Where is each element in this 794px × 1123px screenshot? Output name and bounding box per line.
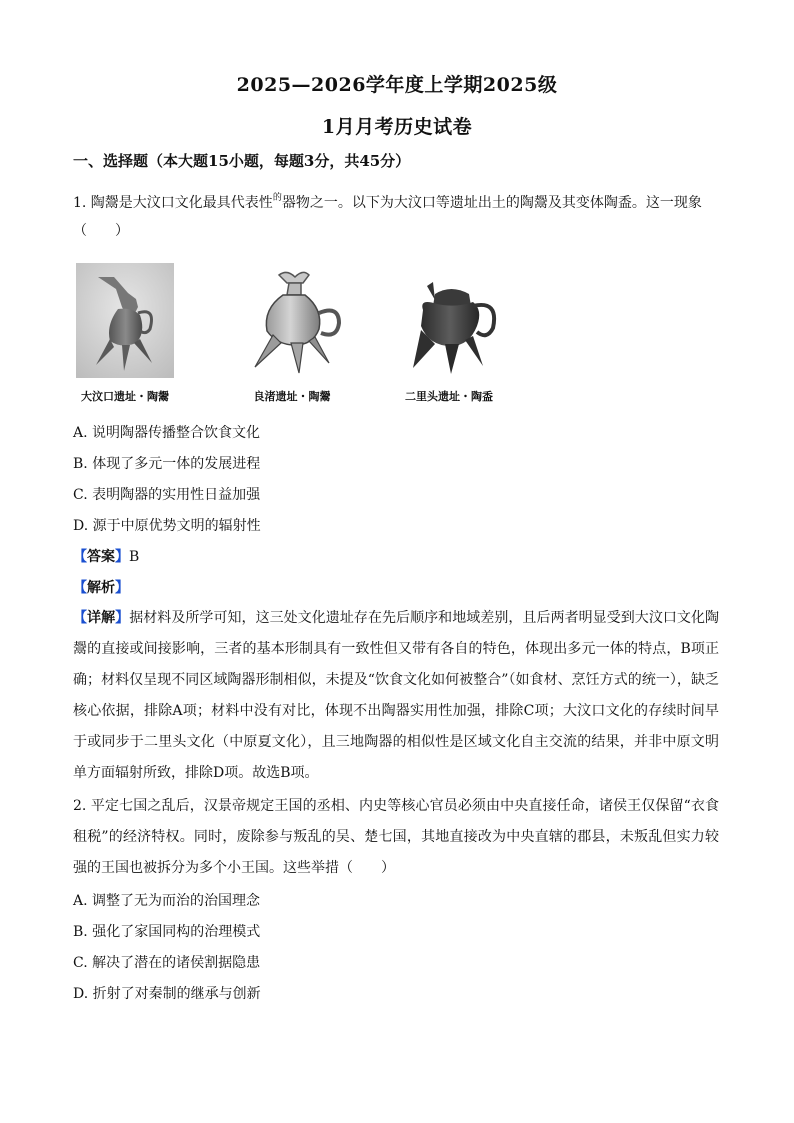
detail-line-1: 【详解】据材料及所学可知，这三处文化遗址存在先后顺序和地域差别，且后两者明显受到大汶口文化陶 [73, 610, 719, 626]
q2-stem-line3: 强的王国也被拆分为多个小王国。这些举措（ ） [73, 860, 395, 876]
q1-stem-line2: （ ） [73, 223, 129, 239]
figure-caption-dawenkou: 大汶口遗址・陶鬶 [81, 390, 169, 403]
figure-caption-liangzhu: 良渚遗址・陶鬶 [253, 390, 331, 403]
analysis-tag: 解析 [87, 580, 115, 596]
detail-tag: 详解 [87, 610, 116, 626]
dawenkou-pottery-image [76, 263, 174, 378]
erlitou-pottery-image [407, 270, 497, 380]
detail-text-1: 据材料及所学可知，这三处文化遗址存在先后顺序和地域差别，且后两者明显受到大汶口文化陶 [129, 610, 719, 626]
exam-title: 2025—2026学年度上学期2025级 [236, 74, 558, 96]
q1-stem-part-b: 器物之一。以下为大汶口等遗址出土的陶鬶及其变体陶盉。这一现象 [281, 195, 702, 211]
detail-line-2: 鬶的直接或间接影响，三者的基本形制具有一致性但又带有各自的特色，体现出多元一体的特点，B项正 [73, 641, 719, 657]
q1-option-a: A. 说明陶器传播整合饮食文化 [73, 425, 261, 441]
answer-line: 【答案】B [73, 549, 140, 565]
answer-tag: 答案 [87, 549, 115, 565]
q1-option-d: D. 源于中原优势文明的辐射性 [73, 518, 261, 534]
answer-value: B [129, 549, 140, 565]
q2-option-d: D. 折射了对秦制的继承与创新 [73, 986, 261, 1002]
q2-option-a: A. 调整了无为而治的治国理念 [73, 893, 261, 909]
q2-option-b: B. 强化了家国同构的治理模式 [73, 924, 261, 940]
detail-line-4: 核心依据，排除A项；材料中没有对比，体现不出陶器实用性加强，排除C项；大汶口文化的存续时间早 [73, 703, 719, 719]
q2-stem-line1: 2. 平定七国之乱后，汉景帝规定王国的丞相、内史等核心官员必须由中央直接任命，诸侯王仅保留“衣食 [73, 798, 719, 814]
q1-option-b: B. 体现了多元一体的发展进程 [73, 456, 261, 472]
section-heading: 一、选择题（本大题15小题，每题3分，共45分） [73, 152, 411, 170]
figure-caption-erlitou: 二里头遗址・陶盉 [405, 390, 493, 403]
detail-line-5: 于或同步于二里头文化（中原夏文化），且三地陶器的相似性是区域文化自主交流的结果，并非中原文明 [73, 734, 719, 750]
q2-option-c: C. 解决了潜在的诸侯割据隐患 [73, 955, 261, 971]
q1-stem-line1 [73, 188, 719, 213]
detail-line-3: 确；材料仅呈现不同区域陶器形制相似，未提及“饮食文化如何被整合”（如食材、烹饪方式的统一），缺乏 [73, 672, 719, 688]
q1-stem-sup: 的 [272, 193, 282, 203]
analysis-heading: 【解析】 [73, 580, 129, 596]
detail-line-6: 单方面辐射所致，排除D项。故选B项。 [73, 765, 319, 781]
q1-stem-part-a: 1. 陶鬶是大汶口文化最具代表性 [73, 195, 273, 211]
liangzhu-pottery-image [243, 265, 348, 380]
exam-subtitle: 1月月考历史试卷 [321, 116, 473, 138]
q2-stem-line2: 租税”的经济特权。同时，废除参与叛乱的吴、楚七国，其地直接改为中央直辖的郡县，未叛乱但实力较 [73, 829, 719, 845]
q1-option-c: C. 表明陶器的实用性日益加强 [73, 487, 261, 503]
